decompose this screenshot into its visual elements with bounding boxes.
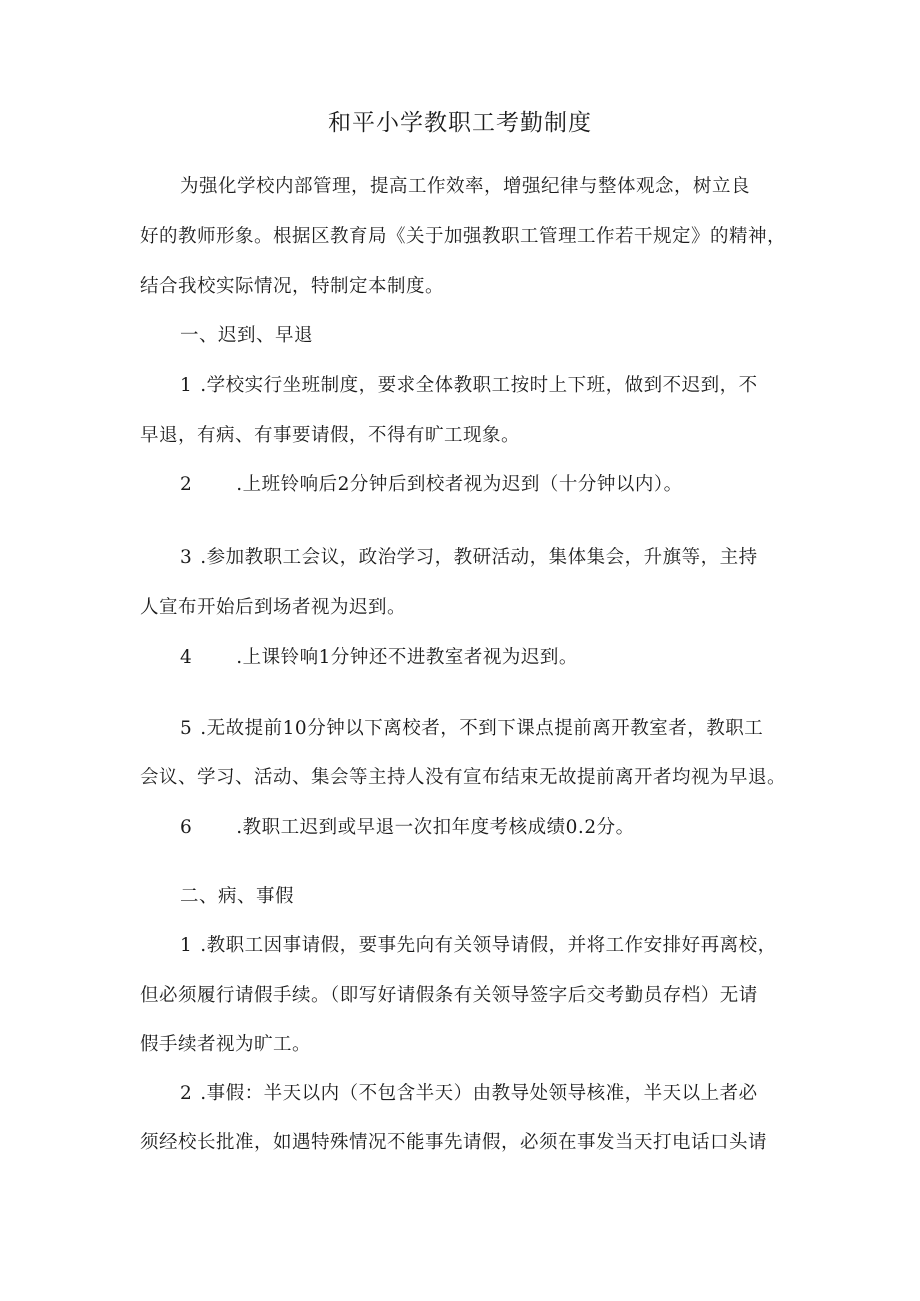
section1-item6 [180,815,840,841]
document-title: 和平小学教职工考勤制度 [328,110,592,136]
item-text: .无故提前10分钟以下离校者，不到下课点提前离开教室者，教职工 [200,718,764,739]
item-text: .学校实行坐班制度，要求全体教职工按时上下班，做到不迟到，不 [200,375,758,396]
section1-item3-line1 [180,545,840,571]
intro-line-1: 为强化学校内部管理，提高工作效率，增强纪律与整体观念，树立良 [180,176,751,197]
section1-item2 [180,472,840,498]
section2-heading: 二、病、事假 [180,886,295,907]
section1-item1-line1 [180,373,840,399]
item-number: 2 [180,1083,193,1104]
item-number: 4 [180,647,193,668]
section1-item5-line2: 会议、学习、活动、集会等主持人没有宣布结束无故提前离开者均视为早退。 [140,767,787,788]
section1-heading: 一、迟到、早退 [180,325,314,346]
intro-line-2: 好的教师形象。根据区教育局《关于加强教职工管理工作若干规定》的精神， [140,226,787,247]
item-number: 3 [180,547,193,568]
item-number: 2 [180,474,193,495]
section2-item1-line1 [180,933,840,959]
section1-item1-line2: 早退，有病、有事要请假，不得有旷工现象。 [140,425,521,446]
section2-item2-line1 [180,1081,840,1107]
item-text: .参加教职工会议，政治学习，教研活动，集体集会，升旗等，主持 [200,547,758,568]
item-text: .上班铃响后2分钟后到校者视为迟到（十分钟以内）。 [236,474,683,495]
item-text: .事假：半天以内（不包含半天）由教导处领导核准，半天以上者必 [200,1083,758,1104]
item-number: 6 [180,817,193,838]
section2-item1-line3: 假手续者视为旷工。 [140,1034,312,1055]
item-number: 5 [180,718,193,739]
section2-item1-line2: 但必须履行请假手续。（即写好请假条有关领导签字后交考勤员存档）无请 [140,985,758,1006]
section1-item3-line2: 人宣布开始后到场者视为迟到。 [140,597,407,618]
section2-item2-line2: 须经校长批准，如遇特殊情况不能事先请假，必须在事发当天打电话口头请 [140,1132,768,1153]
section1-item4 [180,645,840,671]
item-number: 1 [180,375,193,396]
item-text: .教职工迟到或早退一次扣年度考核成绩0.2分。 [236,817,635,838]
item-text: .上课铃响1分钟还不进教室者视为迟到。 [236,647,578,668]
item-text: .教职工因事请假，要事先向有关领导请假，并将工作安排好再离校， [200,935,777,956]
section1-item5-line1 [180,716,840,742]
item-number: 1 [180,935,193,956]
intro-line-3: 结合我校实际情况，特制定本制度。 [140,276,445,297]
